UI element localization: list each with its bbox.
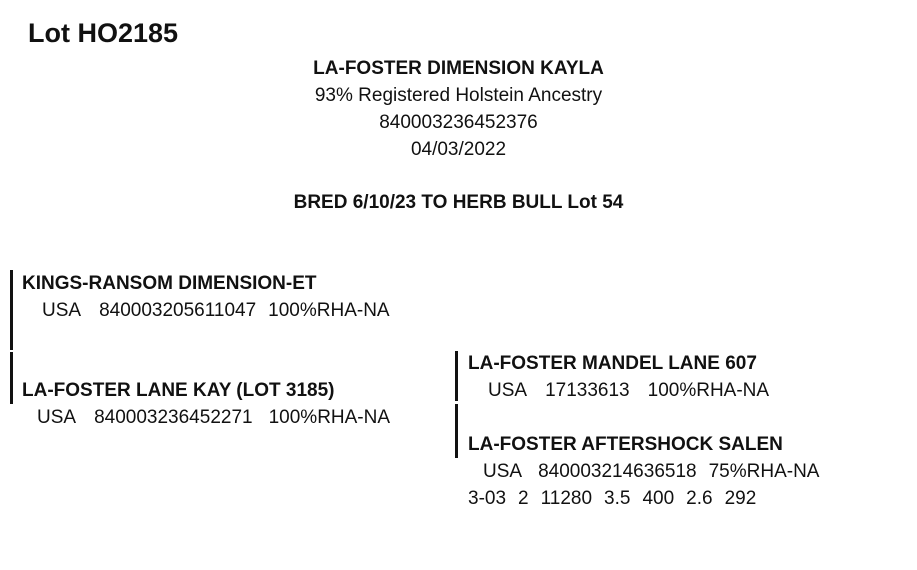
- animal-ancestry: 93% Registered Holstein Ancestry: [314, 85, 603, 106]
- sire-country: USA: [42, 300, 82, 321]
- dam-sire-id: 17133613: [545, 380, 630, 401]
- sire-name: KINGS-RANSOM DIMENSION-ET: [22, 273, 317, 294]
- record-fat-lbs: 400: [642, 488, 675, 509]
- dam-info: [37, 407, 390, 429]
- dam-ancestry: 100%RHA-NA: [268, 407, 391, 428]
- dam-dam-country: USA: [483, 461, 523, 482]
- sire-ancestry: 100%RHA-NA: [268, 300, 390, 321]
- record-age: 3-03: [468, 488, 507, 509]
- dam-sire-bracket: [455, 351, 458, 401]
- animal-birth-date: 04/03/2022: [410, 139, 507, 160]
- dam-id: 840003236452271: [94, 407, 253, 428]
- dam-dam-record: [468, 488, 756, 510]
- bred-note: BRED 6/10/23 TO HERB BULL Lot 54: [293, 192, 624, 213]
- record-lactation: 2: [518, 488, 529, 509]
- animal-id: 840003236452376: [379, 112, 538, 133]
- dam-dam-name: LA-FOSTER AFTERSHOCK SALEN: [468, 434, 783, 455]
- record-fat-pct: 3.5: [604, 488, 631, 509]
- animal-name: LA-FOSTER DIMENSION KAYLA: [313, 58, 604, 79]
- lot-number: Lot HO2185: [28, 18, 179, 48]
- record-milk: 11280: [540, 488, 593, 509]
- dam-sire-country: USA: [488, 380, 528, 401]
- sire-bracket: [10, 270, 13, 350]
- record-protein-pct: 2.6: [686, 488, 713, 509]
- dam-country: USA: [37, 407, 77, 428]
- dam-bracket: [10, 352, 13, 404]
- dam-dam-id: 840003214636518: [538, 461, 697, 482]
- dam-dam-bracket: [455, 404, 458, 458]
- sire-info: [42, 300, 390, 322]
- dam-sire-info: [488, 380, 769, 402]
- dam-sire-name: LA-FOSTER MANDEL LANE 607: [468, 353, 757, 374]
- dam-sire-ancestry: 100%RHA-NA: [647, 380, 770, 401]
- dam-dam-ancestry: 75%RHA-NA: [708, 461, 820, 482]
- record-protein-lbs: 292: [724, 488, 757, 509]
- dam-dam-info: [483, 461, 819, 483]
- dam-name: LA-FOSTER LANE KAY (LOT 3185): [22, 380, 335, 401]
- sire-id: 840003205611047: [99, 300, 257, 321]
